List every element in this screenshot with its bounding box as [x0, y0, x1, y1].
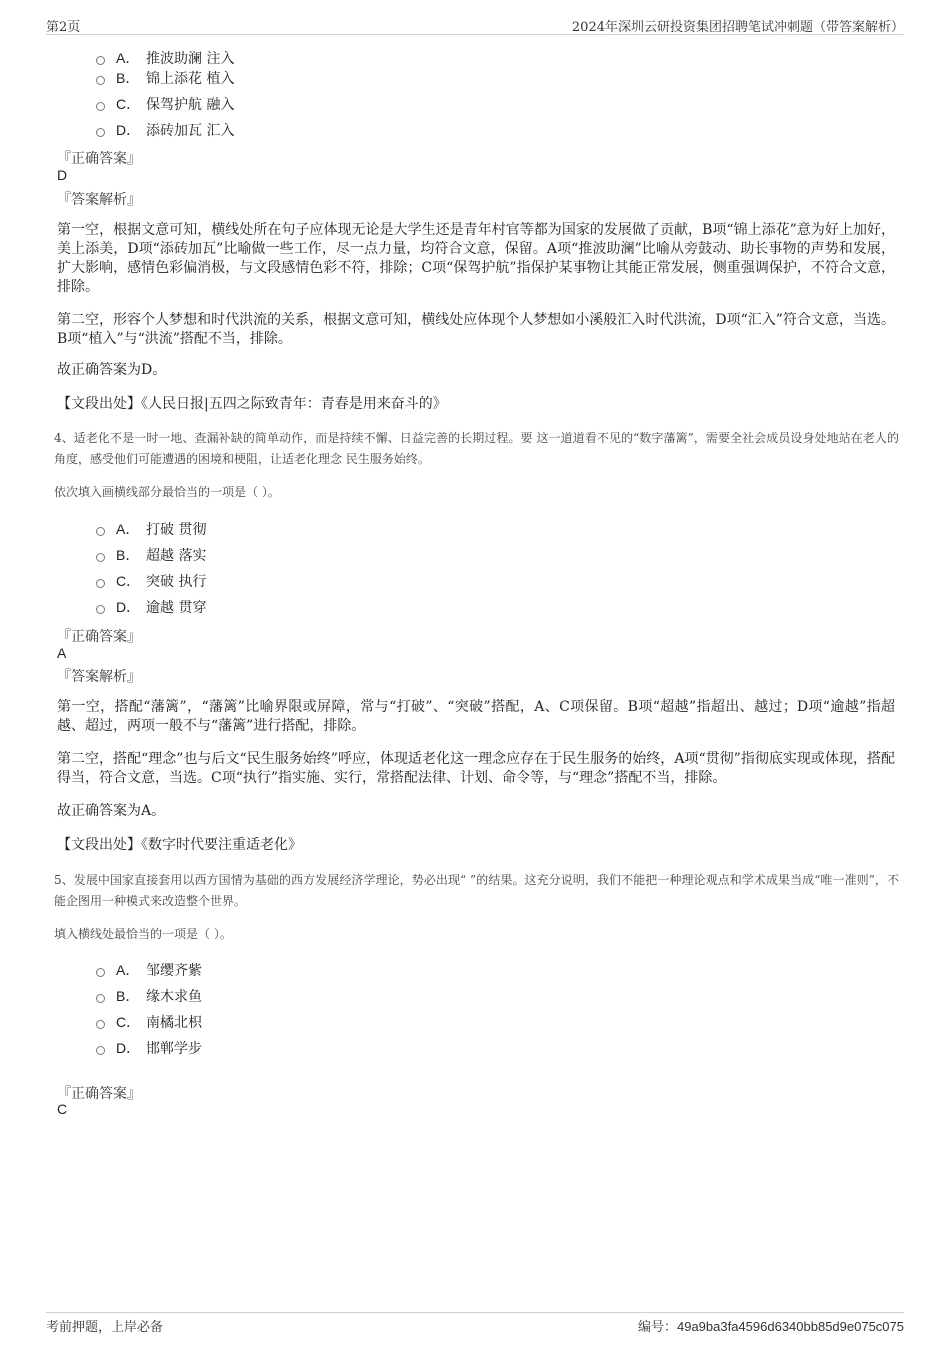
q4-answer: A	[57, 645, 67, 661]
q4-answer-label: 『正确答案』	[57, 629, 141, 645]
q5-prompt: 填入横线处最恰当的一项是（ ）。	[54, 927, 232, 941]
q3-analysis-p3: 故正确答案为D。	[57, 362, 167, 378]
radio-icon[interactable]	[96, 102, 105, 111]
radio-icon[interactable]	[96, 579, 105, 588]
q4-option-b[interactable]: B． 超越 落实	[96, 545, 206, 565]
document-title: 2024年深圳云研投资集团招聘笔试冲刺题（带答案解析）	[571, 20, 904, 35]
q5-answer: C	[57, 1101, 68, 1117]
q3-answer: D	[57, 167, 68, 183]
document-code	[638, 1316, 904, 1335]
q5-option-b[interactable]: B． 缘木求鱼	[96, 986, 202, 1006]
q4-option-a[interactable]: A． 打破 贯彻	[96, 519, 206, 539]
q3-analysis-p1: 第一空，根据文意可知，横线处所在句子应体现无论是大学生还是青年村官等都为国家的发展做了贡献，B项“锦上添花”意为好上加好，美上添美，D项“添砖加瓦”比喻做一些工作，尽一点力量，均符合文意，保留。A项“推波助澜”比喻从旁鼓动、助长事物的声势和发展，扩大影响，感情色彩偏消极，与文段感情色彩不符，排除；C项“保驾护航”指保护某事物让其能正常发展，侧重强调保护，不符合文意，排除。	[57, 222, 895, 295]
radio-icon[interactable]	[96, 968, 105, 977]
q4-analysis-p1: 第一空，搭配“藩篱”，“藩篱”比喻界限或屏障，常与“打破”、“突破”搭配，A、C项保留。B项“超越”指超出、越过；D项“逾越”指超越、超过，两项一般不与“藩篱”进行搭配，排除。	[57, 699, 895, 734]
q3-option-b[interactable]: B． 锦上添花 植入	[96, 68, 234, 88]
radio-icon[interactable]	[96, 56, 105, 65]
page-number: 第2页	[46, 20, 81, 35]
footer-slogan: 考前押题，上岸必备	[46, 1320, 164, 1335]
q4-source: 【文段出处】《数字时代要注重适老化》	[57, 837, 302, 853]
radio-icon[interactable]	[96, 1046, 105, 1055]
q5-answer-label: 『正确答案』	[57, 1086, 141, 1102]
q5-option-d[interactable]: D． 邯郸学步	[96, 1038, 202, 1058]
q4-analysis-p3: 故正确答案为A。	[57, 803, 166, 819]
q5-question: 5、发展中国家直接套用以西方国情为基础的西方发展经济学理论，势必出现“ ”的结果。这充分说明，我们不能把一种理论观点和学术成果当成“唯一准则”，不能企图用一种模式来改造整个世界。	[54, 873, 899, 908]
page-header	[46, 14, 904, 35]
q3-analysis-p2: 第二空，形容个人梦想和时代洪流的关系，根据文意可知，横线处应体现个人梦想如小溪般汇入时代洪流，D项“汇入”符合文意，当选。B项“植入”与“洪流”搭配不当，排除。	[57, 312, 895, 347]
q3-source: 【文段出处】《人民日报|五四之际致青年：青春是用来奋斗的》	[57, 396, 447, 412]
q3-answer-label: 『正确答案』	[57, 151, 141, 167]
q4-analysis-p2: 第二空，搭配“理念”也与后文“民生服务始终”呼应，体现适老化这一理念应存在于民生服务的始终，A项“贯彻”指彻底实现或体现，搭配得当，符合文意，当选。C项“执行”指实施、实行，常搭配法律、计划、命令等，与“理念”搭配不当，排除。	[57, 751, 895, 786]
radio-icon[interactable]	[96, 994, 105, 1003]
q4-question: 4、适老化不是一时一地、查漏补缺的简单动作，而是持续不懈、日益完善的长期过程。要 这一道道看不见的“数字藩篱”，需要全社会成员设身处地站在老人的角度，感受他们可能遭遇的困境和梗阻，让适老化理念 民生服务始终。	[54, 431, 899, 466]
q5-option-a[interactable]: A． 邹缨齐紫	[96, 960, 202, 980]
code-value: 49a9ba3fa4596d6340bb85d9e075c075	[676, 1319, 904, 1334]
radio-icon[interactable]	[96, 553, 105, 562]
q4-option-c[interactable]: C． 突破 执行	[96, 571, 206, 591]
page-footer	[46, 1312, 904, 1335]
q4-prompt: 依次填入画横线部分最恰当的一项是（ ）。	[54, 485, 280, 499]
q3-analysis-label: 『答案解析』	[57, 192, 141, 208]
q4-analysis-label: 『答案解析』	[57, 669, 141, 685]
radio-icon[interactable]	[96, 527, 105, 536]
q3-option-d[interactable]: D． 添砖加瓦 汇入	[96, 120, 234, 140]
q4-option-d[interactable]: D． 逾越 贯穿	[96, 597, 206, 617]
q3-option-a[interactable]: A． 推波助澜 注入	[96, 48, 234, 68]
q3-option-c[interactable]: C． 保驾护航 融入	[96, 94, 234, 114]
radio-icon[interactable]	[96, 128, 105, 137]
radio-icon[interactable]	[96, 76, 105, 85]
radio-icon[interactable]	[96, 605, 105, 614]
radio-icon[interactable]	[96, 1020, 105, 1029]
code-label: 编号：	[637, 1320, 677, 1335]
q5-option-c[interactable]: C． 南橘北枳	[96, 1012, 202, 1032]
